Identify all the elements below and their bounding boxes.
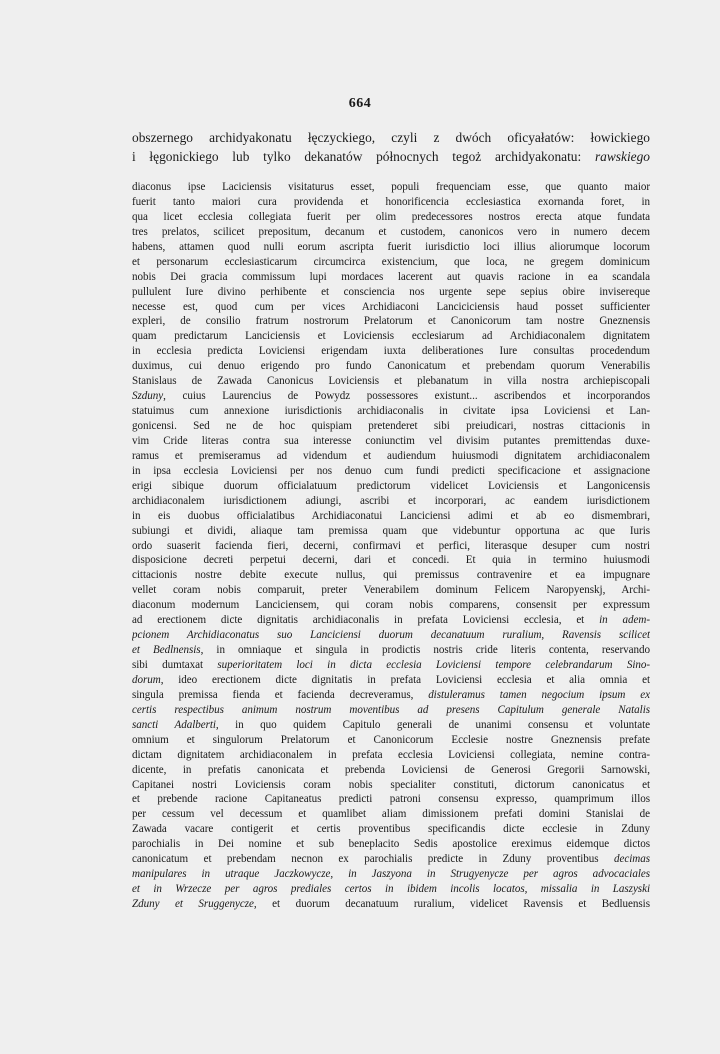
- text-segment: quam predictarum Lanciciensis et Loviciensis ecclesiarum ad Archidiaconalem dignitatem: [132, 330, 650, 343]
- text-segment: necesse est, quod cum per vices Archidiaconi Lanciciciensis haud posset sufficienter: [132, 300, 650, 313]
- text-line: [132, 792, 650, 807]
- text-line: [132, 210, 650, 225]
- text-segment: nobis Dei gracia commissum lupi mordaces lacerent aut quavis racione in ea scandala: [132, 270, 650, 283]
- text-line: [132, 240, 650, 255]
- text-line: [132, 494, 650, 509]
- text-line: [132, 807, 650, 822]
- text-line: [132, 539, 650, 554]
- text-line: [132, 718, 650, 733]
- text-segment: sibi dumtaxat: [132, 659, 218, 671]
- text-segment: tres prelatos, scilicet prepositum, decanum et custodem, canonicos vero in numero decem: [132, 225, 650, 238]
- text-segment: disposicione decreti perpetui decerni, dari et concedi. Et quia in termino huiusmodi: [132, 554, 650, 567]
- italic-segment: manipulares in utraque Jaczkowycze, in Jaszyona in Strugyenycze per agros advocaciales: [132, 868, 650, 881]
- text-line: [132, 852, 650, 867]
- text-line: [132, 837, 650, 852]
- text-segment: ordo suaserit facienda fieri, decerni, confirmavi et perfici, literasque desuper cum nostri: [132, 539, 650, 552]
- text-segment: gonicensi. Sed ne de hoc quispiam pretenderet sibi preiudicari, nostras cittacionis in: [132, 420, 650, 432]
- italic-segment: sancti Adalberti,: [132, 718, 219, 731]
- text-line: [132, 882, 650, 897]
- italic-segment: superioritatem loci in dicta ecclesia Loviciensi tempore celebrandarum Sino-: [217, 659, 650, 671]
- text-segment: ad erectionem dicte dignitatis archidiaconalis in prefata Loviciensi ecclesia, et: [132, 614, 600, 627]
- text-segment: habens, attamen quod nulli eorum ascripta fuerit iurisdictio loci illius aliorumque locorum: [132, 240, 650, 253]
- heading-line-2: [132, 147, 650, 166]
- italic-segment: Zduny et Sruggenycze,: [132, 898, 257, 910]
- text-line: [132, 748, 650, 763]
- italic-segment: et in Wrzecze per agros prediales certos in ibidem incolis locatos, missalia in Laszyski: [132, 883, 650, 896]
- text-line: [132, 524, 650, 539]
- text-line: [132, 509, 650, 524]
- text-line: [132, 479, 650, 494]
- page-number: 664: [348, 96, 372, 111]
- text-line: [132, 822, 650, 837]
- italic-segment: certis respectibus animum nostrum moventibus ad presens Capitulum generale Natalis: [132, 703, 650, 716]
- text-segment: in ipsa ecclesia Loviciensi per nos denuo cum fundi predicti specificacione et assignacione: [132, 464, 650, 477]
- text-segment: per cessum vel decessum et quamlibet aliam dimissionem prefati domini Stanislai de: [132, 808, 650, 821]
- text-line: [132, 449, 650, 464]
- text-line: [132, 553, 650, 568]
- text-segment: diaconus ipse Laciciensis visitaturus esset, populi frequenciam esse, que quanto maior: [132, 181, 650, 193]
- text-segment: , cuius Laurencius de Powydz possessores existunt... ascribendos et incorporandos: [163, 390, 650, 403]
- text-line: [132, 583, 650, 598]
- text-segment: in ecclesia predicta Loviciensi erigendam iuxta deliberationes Iure consultas procedendum: [132, 345, 650, 358]
- text-line: [132, 270, 650, 285]
- text-segment: qua licet ecclesia collegiata fuerit per olim predecessores nostros erecta atque fundata: [132, 210, 650, 223]
- text-segment: erigi sibique duorum officialatuum predictorum videlicet Loviciensis et Langonicensis: [132, 479, 650, 492]
- italic-segment: et Bedlnensis: [132, 644, 201, 657]
- italic-segment: dorum: [132, 673, 161, 686]
- text-segment: dictam dignitatem archidiaconalem in prefata ecclesia Loviciensi collegiata, nemine contra-: [132, 748, 650, 761]
- text-segment: , in omniaque et singula in prodictis nostris cride literis contenta, reservando: [200, 644, 650, 657]
- text-line: [132, 867, 650, 882]
- text-segment: et duorum decanatuum ruralium, videlicet Ravensis et Bedluensis: [256, 898, 650, 910]
- italic-segment: in adem-: [599, 614, 650, 627]
- text-line: [132, 285, 650, 300]
- text-segment: dicente, in prefatis canonicata et prebenda Loviciensi de Generosi Gregorii Sarnowski,: [132, 763, 650, 776]
- text-segment: Zawada vacare contigerit et certis proventibus specificandis dicte ecclesie in Zduny: [132, 823, 650, 836]
- heading-line-2-italic: rawskiego: [594, 149, 650, 164]
- text-line: [132, 897, 650, 912]
- text-segment: vim Cride literas contra sua interesse coniunctim vel divisim putantes premittendas duxe-: [132, 434, 650, 447]
- text-segment: vellet coram nobis comparuit, preter Venerabilem dominum Felicem Naropyenskj, Archi-: [132, 584, 650, 597]
- body-text: [132, 180, 650, 912]
- text-line: [132, 778, 650, 793]
- text-segment: diaconum modernum Lanciciensem, qui coram nobis comparens, consensit per expressum: [132, 599, 650, 612]
- text-segment: statuimus cum annexione iurisdictionis archidiaconalis in civitate ipsa Loviciensi et Lan-: [132, 405, 650, 418]
- text-line: [132, 419, 650, 434]
- text-line: [132, 434, 650, 449]
- text-line: [132, 643, 650, 658]
- text-segment: et prebende racione Capitaneatus predicti patroni consensu expresso, quamprimum illos: [132, 793, 650, 806]
- text-segment: Capitanei nostri Loviciensis coram nobis specialiter constituti, dictorum canonicatus et: [132, 778, 650, 791]
- text-segment: singula premissa fienda et facienda decreveramus,: [132, 688, 429, 701]
- text-segment: canonicatum et prebendam necnon ex parochialis predicte in Zduny proventibus: [132, 853, 614, 866]
- text-line: [132, 703, 650, 718]
- text-line: [132, 314, 650, 329]
- text-line: [132, 300, 650, 315]
- text-line: [132, 374, 650, 389]
- italic-segment: distuleramus tamen negocium ipsum ex: [428, 688, 650, 701]
- text-line: [132, 195, 650, 210]
- text-segment: subiungi et dividi, aliaque tam premissa quam que videbuntur opportuna ac que Iuris: [132, 524, 650, 537]
- text-line: [132, 255, 650, 270]
- italic-segment: decimas: [613, 853, 650, 866]
- text-line: [132, 763, 650, 778]
- section-heading: [132, 128, 650, 166]
- text-line: [132, 673, 650, 688]
- heading-line-1: obszernego archidyakonatu łęczyckiego, czyli z dwóch oficyałatów: łowickiego: [132, 130, 650, 145]
- text-segment: Stanislaus de Zawada Canonicus Loviciensis et plebanatum in villa nostra archiepiscopali: [132, 375, 650, 388]
- text-line: [132, 733, 650, 748]
- text-line: [132, 389, 650, 404]
- text-line: [132, 180, 650, 195]
- text-line: [132, 688, 650, 703]
- text-segment: in quo quidem Capitulo generali de unanimi consensu et voluntate: [218, 718, 650, 731]
- text-line: [132, 628, 650, 643]
- text-segment: expleri, de consilio fratrum nostrorum Prelatorum et Canonicorum tam nostre Gneznensis: [132, 315, 650, 328]
- text-segment: cittacionis nostre debite execute nullus, qui premissus contravenire et ea impugnare: [132, 569, 650, 582]
- text-line: [132, 658, 650, 673]
- text-line: [132, 329, 650, 344]
- text-segment: , ideo erectionem dicte dignitatis in prefata Loviciensi ecclesia et alia omnia et: [160, 673, 650, 686]
- text-line: [132, 404, 650, 419]
- text-segment: fuerit tanto maiori cura providenda et honorificencia ecclesiastica exornanda foret, in: [132, 195, 650, 208]
- text-line: [132, 344, 650, 359]
- text-line: [132, 225, 650, 240]
- text-segment: omnium et singulorum Prelatorum et Canonicorum Ecclesie nostre Gneznensis prefate: [132, 733, 650, 746]
- text-line: [132, 464, 650, 479]
- text-segment: parochialis in Dei nomine et sub beneplacito Sedis apostolice ereximus eidemque dictos: [132, 838, 650, 851]
- text-segment: et personarum ecclesiasticarum circumcirca existencium, que loca, ne gregem dominicum: [132, 255, 650, 268]
- text-line: [132, 359, 650, 374]
- text-segment: duximus, cui denuo erigendo pro fundo Canonicatum et prebendam quorum Venerabilis: [132, 360, 650, 373]
- heading-line-2-text: i łęgonickiego lub tylko dekanatów północnych tegoż archidyakonatu:: [132, 149, 582, 164]
- italic-segment: pcionem Archidiaconatus suo Lanciciensi duorum decanatuum ruralium, Ravensis scilicet: [132, 629, 650, 642]
- text-segment: in eis duobus officialatibus Archidiaconatui Lanciciensi adimi et ab eo dismembrari,: [132, 509, 650, 522]
- text-line: [132, 568, 650, 583]
- text-segment: ramus et premiseramus ad videndum et audiendum huiusmodi dignitatem archidiaconalem: [132, 449, 650, 462]
- text-segment: pullulent Iure divino perhibente et consciencia nos urgente sepe sepius obire invisereque: [132, 285, 650, 298]
- italic-segment: Szduny: [132, 390, 164, 403]
- text-line: [132, 613, 650, 628]
- text-segment: archidiaconalem iurisdictionem adiungi, ascribi et incorporari, ac eandem iurisdictionem: [132, 494, 650, 507]
- text-line: [132, 598, 650, 613]
